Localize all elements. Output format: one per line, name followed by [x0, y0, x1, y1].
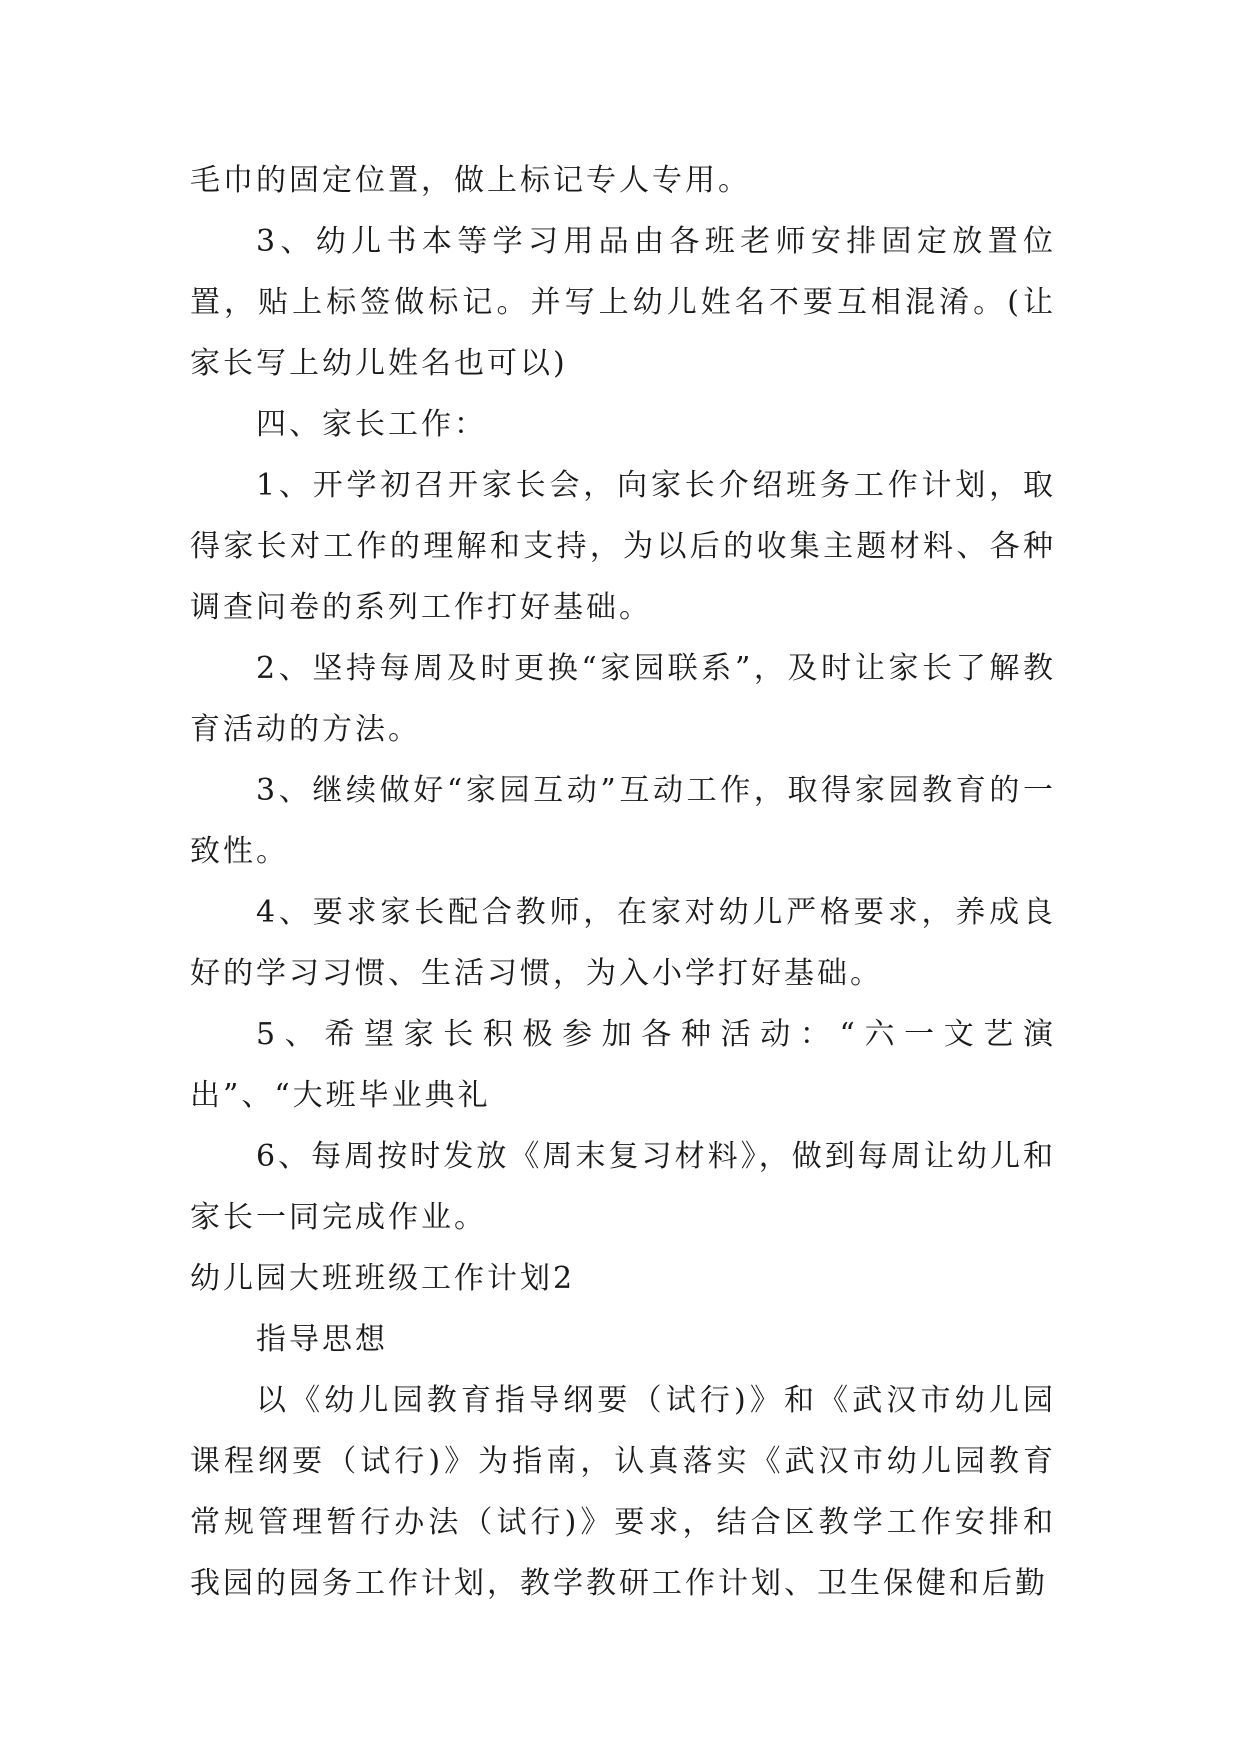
paragraph-home-interaction: 3、继续做好“家园互动”互动工作，取得家园教育的一致性。	[190, 773, 1056, 869]
paragraph-activities: 5、希望家长积极参加各种活动：“六一文艺演出”、“大班毕业典礼	[190, 1017, 1056, 1113]
paragraph-parent-cooperation: 4、要求家长配合教师，在家对幼儿严格要求，养成良好的学习习惯、生活习惯，为入小学打好基础。	[190, 895, 1056, 991]
paragraph-guidelines: 以《幼儿园教育指导纲要（试行)》和《武汉市幼儿园课程纲要（试行)》为指南，认真落实《武汉市幼儿园教育常规管理暂行办法（试行)》要求，结合区教学工作安排和我园的园务工作计划，教学教研工作计划、卫生保健和后勤	[190, 1383, 1056, 1601]
section-heading-parent-work: 四、家长工作：	[256, 407, 487, 442]
paragraph-study-supplies: 3、幼儿书本等学习用品由各班老师安排固定放置位置，贴上标签做标记。并写上幼儿姓名不要互相混淆。(让家长写上幼儿姓名也可以)	[190, 224, 1056, 381]
paragraph-weekend-review: 6、每周按时发放《周末复习材料》，做到每周让幼儿和家长一同完成作业。	[190, 1139, 1056, 1235]
section-heading-guiding-ideology: 指导思想	[256, 1322, 388, 1357]
paragraph-towel: 毛巾的固定位置，做上标记专人专用。	[190, 163, 751, 198]
document-section-title: 幼儿园大班班级工作计划2	[190, 1261, 576, 1296]
document-page	[190, 150, 1056, 1614]
paragraph-parent-meeting: 1、开学初召开家长会，向家长介绍班务工作计划，取得家长对工作的理解和支持，为以后的收集主题材料、各种调查问卷的系列工作打好基础。	[190, 468, 1056, 625]
paragraph-home-contact: 2、坚持每周及时更换“家园联系”，及时让家长了解教育活动的方法。	[190, 651, 1056, 747]
